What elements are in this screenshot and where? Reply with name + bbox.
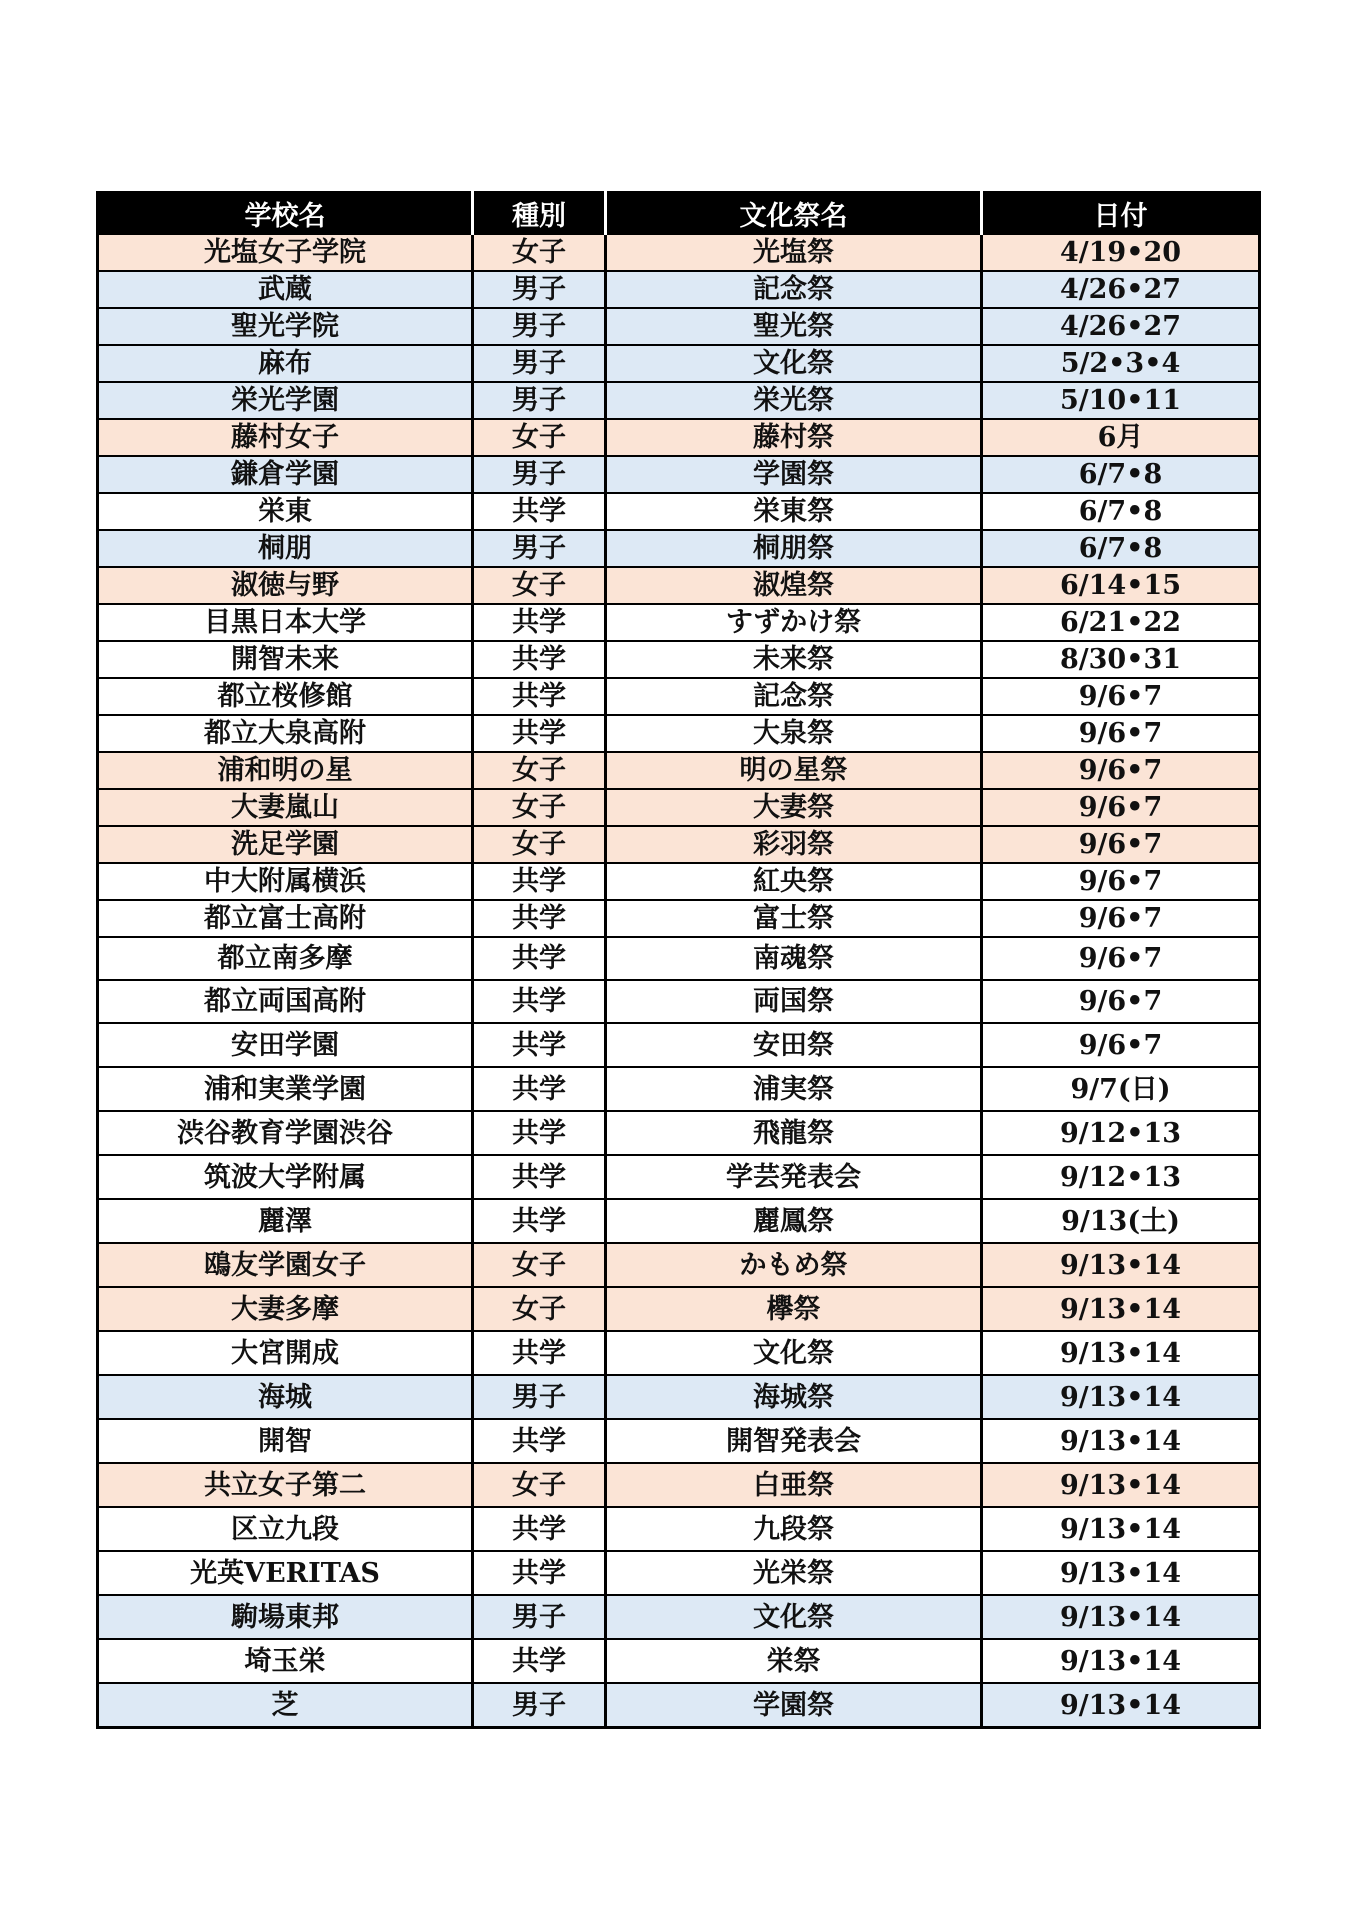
header-date: 日付 xyxy=(982,193,1260,235)
school-name-cell: 浦和明の星 xyxy=(98,752,473,789)
school-name-cell: 麗澤 xyxy=(98,1199,473,1243)
date-cell: 9/13(土) xyxy=(982,1199,1260,1243)
table-header xyxy=(98,193,1260,235)
table-row xyxy=(98,382,1260,419)
school-name-cell: 栄東 xyxy=(98,493,473,530)
header-festival-name: 文化祭名 xyxy=(606,193,982,235)
table-row xyxy=(98,863,1260,900)
school-name-cell: 光英VERITAS xyxy=(98,1551,473,1595)
date-cell: 8/30•31 xyxy=(982,641,1260,678)
date-cell: 9/13•14 xyxy=(982,1639,1260,1683)
festival-name-cell: 大妻祭 xyxy=(606,789,982,826)
school-name-cell: 開智未来 xyxy=(98,641,473,678)
table-row xyxy=(98,1419,1260,1463)
type-cell: 共学 xyxy=(473,1023,606,1067)
type-cell: 男子 xyxy=(473,345,606,382)
school-name-cell: 海城 xyxy=(98,1375,473,1419)
table-row xyxy=(98,1111,1260,1155)
table-row xyxy=(98,1331,1260,1375)
festival-name-cell: 文化祭 xyxy=(606,1331,982,1375)
school-name-cell: 淑徳与野 xyxy=(98,567,473,604)
school-name-cell: 藤村女子 xyxy=(98,419,473,456)
type-cell: 共学 xyxy=(473,678,606,715)
date-cell: 9/6•7 xyxy=(982,715,1260,752)
festival-name-cell: 栄東祭 xyxy=(606,493,982,530)
festival-name-cell: 文化祭 xyxy=(606,1595,982,1639)
header-school-name: 学校名 xyxy=(98,193,473,235)
header-row xyxy=(98,193,1260,235)
school-name-cell: 開智 xyxy=(98,1419,473,1463)
festival-name-cell: 海城祭 xyxy=(606,1375,982,1419)
festival-name-cell: 飛龍祭 xyxy=(606,1111,982,1155)
school-name-cell: 都立南多摩 xyxy=(98,937,473,980)
table-row xyxy=(98,1507,1260,1551)
festival-name-cell: 栄祭 xyxy=(606,1639,982,1683)
date-cell: 4/26•27 xyxy=(982,271,1260,308)
type-cell: 共学 xyxy=(473,1551,606,1595)
type-cell: 共学 xyxy=(473,1111,606,1155)
festival-name-cell: 学園祭 xyxy=(606,1683,982,1728)
festival-name-cell: 大泉祭 xyxy=(606,715,982,752)
date-cell: 9/6•7 xyxy=(982,678,1260,715)
type-cell: 共学 xyxy=(473,900,606,937)
festival-name-cell: 富士祭 xyxy=(606,900,982,937)
school-name-cell: 鎌倉学園 xyxy=(98,456,473,493)
date-cell: 9/6•7 xyxy=(982,900,1260,937)
type-cell: 男子 xyxy=(473,1595,606,1639)
table-row xyxy=(98,1155,1260,1199)
type-cell: 共学 xyxy=(473,1199,606,1243)
table-row xyxy=(98,1199,1260,1243)
school-name-cell: 大妻多摩 xyxy=(98,1287,473,1331)
date-cell: 9/13•14 xyxy=(982,1595,1260,1639)
date-cell: 5/2•3•4 xyxy=(982,345,1260,382)
date-cell: 9/12•13 xyxy=(982,1155,1260,1199)
table-row xyxy=(98,234,1260,271)
school-name-cell: 目黒日本大学 xyxy=(98,604,473,641)
type-cell: 共学 xyxy=(473,1639,606,1683)
date-cell: 4/19•20 xyxy=(982,234,1260,271)
school-name-cell: 渋谷教育学園渋谷 xyxy=(98,1111,473,1155)
type-cell: 共学 xyxy=(473,1331,606,1375)
festival-name-cell: 欅祭 xyxy=(606,1287,982,1331)
school-name-cell: 駒場東邦 xyxy=(98,1595,473,1639)
festival-name-cell: 栄光祭 xyxy=(606,382,982,419)
date-cell: 9/6•7 xyxy=(982,1023,1260,1067)
type-cell: 男子 xyxy=(473,382,606,419)
school-name-cell: 都立富士高附 xyxy=(98,900,473,937)
date-cell: 9/13•14 xyxy=(982,1507,1260,1551)
type-cell: 共学 xyxy=(473,604,606,641)
date-cell: 5/10•11 xyxy=(982,382,1260,419)
festival-name-cell: 開智発表会 xyxy=(606,1419,982,1463)
type-cell: 共学 xyxy=(473,1067,606,1111)
school-name-cell: 都立両国高附 xyxy=(98,980,473,1023)
school-name-cell: 埼玉栄 xyxy=(98,1639,473,1683)
table-row xyxy=(98,567,1260,604)
type-cell: 女子 xyxy=(473,567,606,604)
school-name-cell: 区立九段 xyxy=(98,1507,473,1551)
school-name-cell: 大妻嵐山 xyxy=(98,789,473,826)
school-name-cell: 武蔵 xyxy=(98,271,473,308)
festival-name-cell: 桐朋祭 xyxy=(606,530,982,567)
school-name-cell: 筑波大学附属 xyxy=(98,1155,473,1199)
festival-name-cell: 記念祭 xyxy=(606,271,982,308)
date-cell: 9/6•7 xyxy=(982,937,1260,980)
festival-name-cell: すずかけ祭 xyxy=(606,604,982,641)
table-row xyxy=(98,419,1260,456)
date-cell: 9/13•14 xyxy=(982,1243,1260,1287)
date-cell: 9/6•7 xyxy=(982,789,1260,826)
school-name-cell: 中大附属横浜 xyxy=(98,863,473,900)
type-cell: 共学 xyxy=(473,1155,606,1199)
school-name-cell: 桐朋 xyxy=(98,530,473,567)
school-name-cell: 光塩女子学院 xyxy=(98,234,473,271)
type-cell: 共学 xyxy=(473,715,606,752)
date-cell: 4/26•27 xyxy=(982,308,1260,345)
school-name-cell: 都立大泉高附 xyxy=(98,715,473,752)
date-cell: 9/7(日) xyxy=(982,1067,1260,1111)
date-cell: 6月 xyxy=(982,419,1260,456)
festival-name-cell: 明の星祭 xyxy=(606,752,982,789)
table-row xyxy=(98,308,1260,345)
table-row xyxy=(98,789,1260,826)
table-row xyxy=(98,752,1260,789)
type-cell: 共学 xyxy=(473,641,606,678)
date-cell: 9/13•14 xyxy=(982,1331,1260,1375)
date-cell: 9/13•14 xyxy=(982,1683,1260,1728)
table-row xyxy=(98,937,1260,980)
table-row xyxy=(98,1463,1260,1507)
date-cell: 6/7•8 xyxy=(982,456,1260,493)
date-cell: 9/6•7 xyxy=(982,826,1260,863)
festival-name-cell: 記念祭 xyxy=(606,678,982,715)
type-cell: 女子 xyxy=(473,1243,606,1287)
date-cell: 9/13•14 xyxy=(982,1419,1260,1463)
table-row xyxy=(98,1375,1260,1419)
table-row xyxy=(98,604,1260,641)
festival-name-cell: 白亜祭 xyxy=(606,1463,982,1507)
date-cell: 6/21•22 xyxy=(982,604,1260,641)
type-cell: 女子 xyxy=(473,419,606,456)
school-name-cell: 都立桜修館 xyxy=(98,678,473,715)
festival-name-cell: 淑煌祭 xyxy=(606,567,982,604)
festival-schedule-table xyxy=(96,191,1261,1729)
date-cell: 9/12•13 xyxy=(982,1111,1260,1155)
type-cell: 男子 xyxy=(473,308,606,345)
festival-name-cell: 南魂祭 xyxy=(606,937,982,980)
table-row xyxy=(98,530,1260,567)
school-name-cell: 麻布 xyxy=(98,345,473,382)
table-row xyxy=(98,900,1260,937)
school-name-cell: 共立女子第二 xyxy=(98,1463,473,1507)
type-cell: 男子 xyxy=(473,456,606,493)
date-cell: 6/7•8 xyxy=(982,530,1260,567)
type-cell: 男子 xyxy=(473,530,606,567)
type-cell: 女子 xyxy=(473,234,606,271)
festival-name-cell: 藤村祭 xyxy=(606,419,982,456)
school-name-cell: 洗足学園 xyxy=(98,826,473,863)
type-cell: 男子 xyxy=(473,271,606,308)
festival-name-cell: 光栄祭 xyxy=(606,1551,982,1595)
table-row xyxy=(98,1639,1260,1683)
date-cell: 9/13•14 xyxy=(982,1551,1260,1595)
date-cell: 6/7•8 xyxy=(982,493,1260,530)
table-row xyxy=(98,1683,1260,1728)
header-type: 種別 xyxy=(473,193,606,235)
table-row xyxy=(98,271,1260,308)
type-cell: 共学 xyxy=(473,1507,606,1551)
type-cell: 共学 xyxy=(473,937,606,980)
date-cell: 9/6•7 xyxy=(982,752,1260,789)
festival-name-cell: 安田祭 xyxy=(606,1023,982,1067)
table-row xyxy=(98,1067,1260,1111)
table-row xyxy=(98,641,1260,678)
festival-name-cell: 紅央祭 xyxy=(606,863,982,900)
date-cell: 9/13•14 xyxy=(982,1463,1260,1507)
table-row xyxy=(98,980,1260,1023)
table-row xyxy=(98,1595,1260,1639)
type-cell: 女子 xyxy=(473,1287,606,1331)
school-name-cell: 安田学園 xyxy=(98,1023,473,1067)
date-cell: 9/13•14 xyxy=(982,1375,1260,1419)
festival-name-cell: 学園祭 xyxy=(606,456,982,493)
school-name-cell: 大宮開成 xyxy=(98,1331,473,1375)
table-row xyxy=(98,493,1260,530)
table-row xyxy=(98,1287,1260,1331)
festival-name-cell: 聖光祭 xyxy=(606,308,982,345)
type-cell: 共学 xyxy=(473,1419,606,1463)
table-row xyxy=(98,1243,1260,1287)
school-name-cell: 鴎友学園女子 xyxy=(98,1243,473,1287)
table-row xyxy=(98,1551,1260,1595)
table-row xyxy=(98,345,1260,382)
festival-name-cell: かもめ祭 xyxy=(606,1243,982,1287)
festival-name-cell: 学芸発表会 xyxy=(606,1155,982,1199)
type-cell: 共学 xyxy=(473,863,606,900)
type-cell: 女子 xyxy=(473,789,606,826)
type-cell: 共学 xyxy=(473,980,606,1023)
type-cell: 女子 xyxy=(473,826,606,863)
table-row xyxy=(98,678,1260,715)
date-cell: 9/6•7 xyxy=(982,863,1260,900)
festival-name-cell: 浦実祭 xyxy=(606,1067,982,1111)
school-name-cell: 栄光学園 xyxy=(98,382,473,419)
school-name-cell: 聖光学院 xyxy=(98,308,473,345)
festival-name-cell: 未来祭 xyxy=(606,641,982,678)
type-cell: 共学 xyxy=(473,493,606,530)
type-cell: 男子 xyxy=(473,1683,606,1728)
festival-name-cell: 麗鳳祭 xyxy=(606,1199,982,1243)
table-row xyxy=(98,715,1260,752)
table-body xyxy=(98,234,1260,1728)
school-name-cell: 芝 xyxy=(98,1683,473,1728)
festival-name-cell: 光塩祭 xyxy=(606,234,982,271)
festival-name-cell: 九段祭 xyxy=(606,1507,982,1551)
festival-name-cell: 彩羽祭 xyxy=(606,826,982,863)
type-cell: 女子 xyxy=(473,752,606,789)
date-cell: 9/13•14 xyxy=(982,1287,1260,1331)
table-row xyxy=(98,1023,1260,1067)
festival-name-cell: 両国祭 xyxy=(606,980,982,1023)
school-name-cell: 浦和実業学園 xyxy=(98,1067,473,1111)
type-cell: 女子 xyxy=(473,1463,606,1507)
type-cell: 男子 xyxy=(473,1375,606,1419)
table-row xyxy=(98,826,1260,863)
festival-name-cell: 文化祭 xyxy=(606,345,982,382)
date-cell: 6/14•15 xyxy=(982,567,1260,604)
table-row xyxy=(98,456,1260,493)
date-cell: 9/6•7 xyxy=(982,980,1260,1023)
